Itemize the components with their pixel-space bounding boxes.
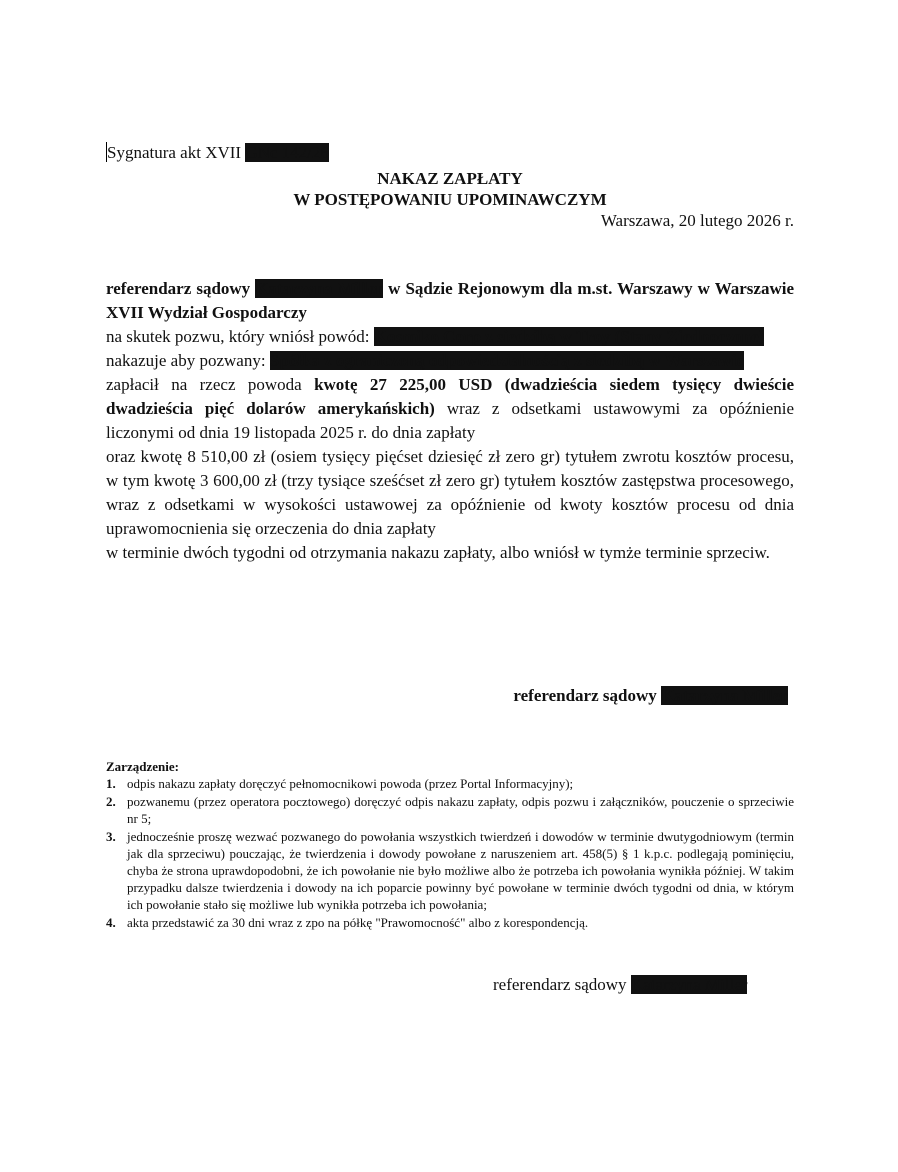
plaintiff-paragraph xyxy=(106,325,794,349)
redacted-defendant: Spółka z ograniczoną odpowiedzialnością z siedzibą w Warszawie xyxy=(269,351,745,370)
order-item: 1. odpis nakazu zapłaty doręczyć pełnomocnikowi powoda (przez Portal Informacyjny); xyxy=(106,776,574,791)
signature-label-1: referendarz sądowy xyxy=(513,686,657,705)
plaintiff-label: na skutek pozwu, który wniósł powód: xyxy=(106,327,370,346)
signature-block-2 xyxy=(493,973,793,997)
deadline-paragraph: w terminie dwóch tygodni od otrzymania nakazu zapłaty, albo wniósł w tymże terminie sprzeciw. xyxy=(106,543,770,562)
order-item: 2. pozwanemu (przez operatora pocztowego) doręczyć odpis nakazu zapłaty, odpis pozwu i załączników, pouczenie o sprzeciwie nr 5; xyxy=(106,794,794,826)
redacted-signature-name-2: Katarzyna Miller xyxy=(630,975,748,994)
payment-interest: wraz z odsetkami ustawowymi za opóźnienie liczonymi od dnia 19 listopada 2025 r. do dnia zapłaty xyxy=(106,399,794,442)
order-section xyxy=(106,758,794,932)
court-paragraph xyxy=(106,277,794,325)
payment-amount: kwotę 27 225,00 USD (dwadzieścia siedem tysięcy dwieście dwadzieścia pięć dolarów amerykańskich) xyxy=(106,375,794,418)
defendant-label: nakazuje aby pozwany: xyxy=(106,351,266,370)
signature-label-2: referendarz sądowy xyxy=(493,975,627,994)
document-body xyxy=(106,277,794,565)
order-list xyxy=(106,775,794,931)
document-title: NAKAZ ZAPŁATY xyxy=(377,169,523,188)
case-signature xyxy=(106,141,794,165)
signature-block-1 xyxy=(106,684,788,708)
issuer-label: referendarz sądowy xyxy=(106,279,251,298)
redacted-case-number: GNc 142/26 xyxy=(245,143,329,162)
order-item: 4. akta przedstawić za 30 dni wraz z zpo na półkę "Prawomocność" albo z korespondencją. xyxy=(106,915,589,930)
order-heading: Zarządzenie: xyxy=(106,759,179,774)
redacted-signature-name-1: Katarzyna Miller xyxy=(661,686,788,705)
redacted-issuer-name: Katarzyna Miller xyxy=(255,279,384,298)
document-subtitle: W POSTĘPOWANIU UPOMINAWCZYM xyxy=(293,190,607,209)
place-date: Warszawa, 20 lutego 2026 r. xyxy=(600,211,794,230)
court-name: w Sądzie Rejonowym dla m.st. Warszawy w Warszawie XVII Wydział Gospodarczy xyxy=(106,279,795,322)
costs-paragraph: oraz kwotę 8 510,00 zł (osiem tysięcy pięćset dziesięć zł zero gr) tytułem zwrotu kosztów procesu, w tym kwotę 3 600,00 zł (trzy tysiące sześćset zł zero gr) tytułem kosztów zastępstwa procesowego, wraz z odsetkami w wysokości ustawowej za opóźnienie od kwoty kosztów procesu od dnia uprawomocnienia się orzeczenia do dnia zapłaty xyxy=(106,447,794,538)
redacted-plaintiff: Kosmiko Corp z siedzibą w Troy (Stany Zjednoczone) xyxy=(373,327,765,346)
payment-paragraph xyxy=(106,373,794,445)
payment-intro: zapłacił na rzecz powoda xyxy=(106,375,302,394)
case-signature-label: Sygnatura akt XVII xyxy=(107,143,242,162)
defendant-paragraph xyxy=(106,349,794,373)
order-item: 3. jednocześnie proszę wezwać pozwanego do powołania wszystkich twierdzeń i dowodów w terminie dwutygodniowym (termin jak dla sprzeciwu) pouczając, że twierdzenia i dowody powołane z naruszeniem art. 458(5) § 1 k.p.c. podlegają pominięciu, chyba że strona uprawdopodobni, że ich powołanie nie było możliwe albo że potrzeba ich powołania wynikła później. W takim przypadku dalsze twierdzenia i dowody na ich poparcie powinny być powołane w terminie dwóch tygodni od dnia, w którym ich powołanie stało się możliwe lub wynikła potrzeba ich powołania; xyxy=(106,829,794,912)
document-page xyxy=(106,0,794,1172)
